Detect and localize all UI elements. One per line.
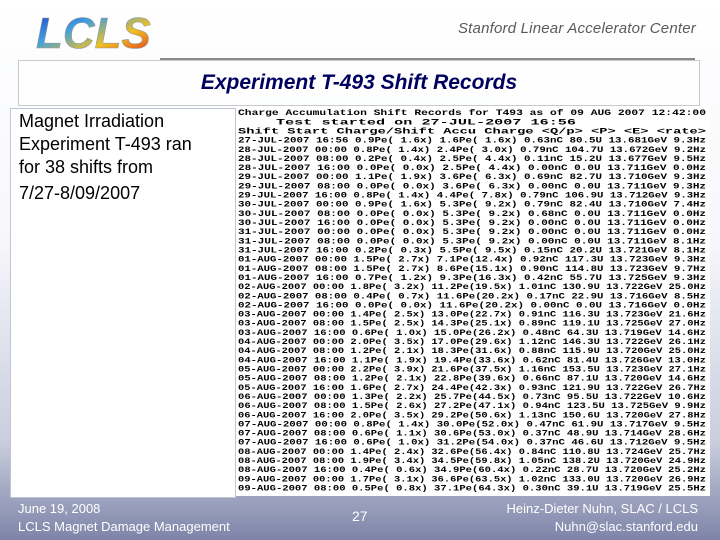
records-title-line: Charge Accumulation Shift Records for T493 as of 09 AUG 2007 12:42:00 <box>238 108 706 119</box>
shift-records-listing <box>236 106 710 496</box>
records-row: 31-JUL-2007 00:00 0.0Pe( 0.0x) 5.3Pe( 9.2x) 0.00nC 0.0U 13.711GeV 0.0Hz <box>238 227 706 238</box>
records-row: 28-JUL-2007 00:00 0.8Pe( 1.4x) 2.4Pe( 3.0x) 0.79nC 104.7U 13.672GeV 9.2Hz <box>238 144 706 155</box>
records-row: 09-AUG-2007 08:00 0.5Pe( 0.8x) 37.1Pe(64.3x) 0.30nC 39.1U 13.719GeV 25.5Hz <box>238 483 706 494</box>
records-row: 03-AUG-2007 00:00 1.4Pe( 2.5x) 13.0Pe(22.7x) 0.91nC 116.3U 13.723GeV 21.6Hz <box>238 309 706 320</box>
logo-text: LCLS <box>36 9 151 56</box>
records-row: 29-JUL-2007 16:00 0.8Pe( 1.4x) 4.4Pe( 7.8x) 0.79nC 106.9U 13.712GeV 9.3Hz <box>238 190 706 201</box>
records-row: 04-AUG-2007 16:00 1.1Pe( 1.9x) 19.4Pe(33.6x) 0.62nC 81.4U 13.726GeV 13.0Hz <box>238 355 706 366</box>
records-row: 27-JUL-2007 16:56 0.9Pe( 1.6x) 1.6Pe( 1.6x) 0.63nC 80.5U 13.681GeV 9.3Hz <box>238 135 706 146</box>
slide-title: Experiment T-493 Shift Records <box>200 71 518 94</box>
records-row: 01-AUG-2007 08:00 1.5Pe( 2.7x) 8.6Pe(15.1x) 0.90nC 114.8U 13.723GeV 9.7Hz <box>238 263 706 274</box>
records-row: 07-AUG-2007 00:00 0.8Pe( 1.4x) 30.0Pe(52.0x) 0.47nC 61.9U 13.717GeV 9.5Hz <box>238 419 706 430</box>
records-row: 28-JUL-2007 16:00 0.0Pe( 0.0x) 2.5Pe( 4.4x) 0.00nC 0.0U 13.711GeV 0.0Hz <box>238 163 706 174</box>
shift-records-text <box>236 106 710 496</box>
records-row: 08-AUG-2007 16:00 0.4Pe( 0.6x) 34.9Pe(60.4x) 0.22nC 28.7U 13.720GeV 25.2Hz <box>238 465 706 476</box>
records-row: 07-AUG-2007 16:00 0.6Pe( 1.0x) 31.2Pe(54.0x) 0.37nC 46.6U 13.712GeV 9.5Hz <box>238 437 706 448</box>
records-row: 30-JUL-2007 16:00 0.0Pe( 0.0x) 5.3Pe( 9.2x) 0.00nC 0.0U 13.711GeV 0.0Hz <box>238 218 706 229</box>
footer-left <box>18 500 230 536</box>
records-row: 06-AUG-2007 16:00 2.0Pe( 3.5x) 29.2Pe(50.6x) 1.13nC 150.6U 13.720GeV 27.8Hz <box>238 410 706 421</box>
records-row: 05-AUG-2007 00:00 2.2Pe( 3.9x) 21.6Pe(37.5x) 1.16nC 153.5U 13.723GeV 27.1Hz <box>238 364 706 375</box>
records-row: 28-JUL-2007 08:00 0.2Pe( 0.4x) 2.5Pe( 4.4x) 0.11nC 15.2U 13.677GeV 9.5Hz <box>238 153 706 164</box>
records-row: 03-AUG-2007 16:00 0.6Pe( 1.0x) 15.0Pe(26.2x) 0.48nC 64.3U 13.719GeV 14.6Hz <box>238 327 706 338</box>
body-line: Magnet Irradiation <box>19 111 165 131</box>
description-panel <box>10 108 236 498</box>
footer-event: LCLS Magnet Damage Management <box>18 519 230 534</box>
records-row: 02-AUG-2007 08:00 0.4Pe( 0.7x) 11.6Pe(20.2x) 0.17nC 22.9U 13.716GeV 8.5Hz <box>238 291 706 302</box>
page-number: 27 <box>352 508 368 524</box>
records-subtitle-line: Test started on 27-JUL-2007 16:56 <box>276 117 576 128</box>
records-row: 01-AUG-2007 00:00 1.5Pe( 2.7x) 7.1Pe(12.4x) 0.92nC 117.3U 13.723GeV 9.3Hz <box>238 254 706 265</box>
records-row: 03-AUG-2007 08:00 1.5Pe( 2.5x) 14.3Pe(25.1x) 0.89nC 119.1U 13.725GeV 27.0Hz <box>238 318 706 329</box>
title-box <box>18 60 700 106</box>
footer-date: June 19, 2008 <box>18 501 101 516</box>
records-row: 07-AUG-2007 08:00 0.6Pe( 1.1x) 30.6Pe(53.0x) 0.37nC 48.9U 13.714GeV 28.6Hz <box>238 428 706 439</box>
footer-author: Heinz-Dieter Nuhn, SLAC / LCLS <box>506 501 698 516</box>
records-row: 04-AUG-2007 08:00 1.2Pe( 2.1x) 18.3Pe(31.6x) 0.88nC 115.9U 13.720GeV 25.0Hz <box>238 346 706 357</box>
body-line: Experiment T-493 ran <box>19 134 192 154</box>
lcls-logo <box>34 6 154 56</box>
records-row: 09-AUG-2007 00:00 1.7Pe( 3.1x) 36.6Pe(63.5x) 1.02nC 133.0U 13.720GeV 26.9Hz <box>238 474 706 485</box>
records-row: 30-JUL-2007 08:00 0.0Pe( 0.0x) 5.3Pe( 9.2x) 0.68nC 0.0U 13.711GeV 0.0Hz <box>238 208 706 219</box>
records-row: 05-AUG-2007 08:00 1.2Pe( 2.1x) 22.8Pe(39.6x) 0.66nC 87.1U 13.720GeV 14.6Hz <box>238 373 706 384</box>
footer-email: Nuhn@slac.stanford.edu <box>554 519 698 534</box>
records-row: 04-AUG-2007 00:00 2.0Pe( 3.5x) 17.0Pe(29.6x) 1.12nC 146.3U 13.722GeV 26.1Hz <box>238 337 706 348</box>
body-line: for 38 shifts from <box>19 157 154 177</box>
records-row: 06-AUG-2007 00:00 1.3Pe( 2.2x) 25.7Pe(44.5x) 0.73nC 95.5U 13.722GeV 10.6Hz <box>238 391 706 402</box>
records-row: 29-JUL-2007 08:00 0.0Pe( 0.0x) 3.6Pe( 6.3x) 0.00nC 0.0U 13.711GeV 9.3Hz <box>238 181 706 192</box>
records-header-line: Shift Start Charge/Shift Accu Charge <Q/p> <P> <E> <rate> <box>238 126 706 137</box>
records-row: 08-AUG-2007 08:00 1.9Pe( 3.4x) 34.5Pe(59.8x) 1.05nC 138.2U 13.720GeV 24.9Hz <box>238 456 706 467</box>
records-row: 05-AUG-2007 16:00 1.6Pe( 2.7x) 24.4Pe(42.3x) 0.93nC 121.9U 13.722GeV 26.7Hz <box>238 382 706 393</box>
records-row: 30-JUL-2007 00:00 0.9Pe( 1.6x) 5.3Pe( 9.2x) 0.79nC 82.4U 13.710GeV 7.4Hz <box>238 199 706 210</box>
records-row: 31-JUL-2007 16:00 0.2Pe( 0.3x) 5.5Pe( 9.5x) 0.15nC 20.2U 13.721GeV 8.1Hz <box>238 245 706 256</box>
records-row: 06-AUG-2007 08:00 1.5Pe( 2.6x) 27.2Pe(47.1x) 0.94nC 123.5U 13.725GeV 9.9Hz <box>238 401 706 412</box>
records-row: 29-JUL-2007 00:00 1.1Pe( 1.9x) 3.6Pe( 6.3x) 0.69nC 82.7U 13.710GeV 9.3Hz <box>238 172 706 183</box>
footer-right <box>507 500 698 536</box>
records-row: 08-AUG-2007 00:00 1.4Pe( 2.4x) 32.6Pe(56.4x) 0.84nC 110.8U 13.724GeV 25.7Hz <box>238 446 706 457</box>
records-row: 02-AUG-2007 16:00 0.0Pe( 0.0x) 11.6Pe(20.2x) 0.00nC 0.0U 13.716GeV 0.0Hz <box>238 300 706 311</box>
records-row: 31-JUL-2007 08:00 0.0Pe( 0.0x) 5.3Pe( 9.2x) 0.00nC 0.0U 13.711GeV 8.1Hz <box>238 236 706 247</box>
organization-name: Stanford Linear Accelerator Center <box>457 20 696 37</box>
records-row: 02-AUG-2007 00:00 1.8Pe( 3.2x) 11.2Pe(19.5x) 1.01nC 130.9U 13.722GeV 25.0Hz <box>238 282 706 293</box>
records-row: 01-AUG-2007 16:00 0.7Pe( 1.2x) 9.3Pe(16.3x) 0.42nC 55.7U 13.725GeV 9.3Hz <box>238 272 706 283</box>
body-line: 7/27-8/09/2007 <box>19 183 141 203</box>
